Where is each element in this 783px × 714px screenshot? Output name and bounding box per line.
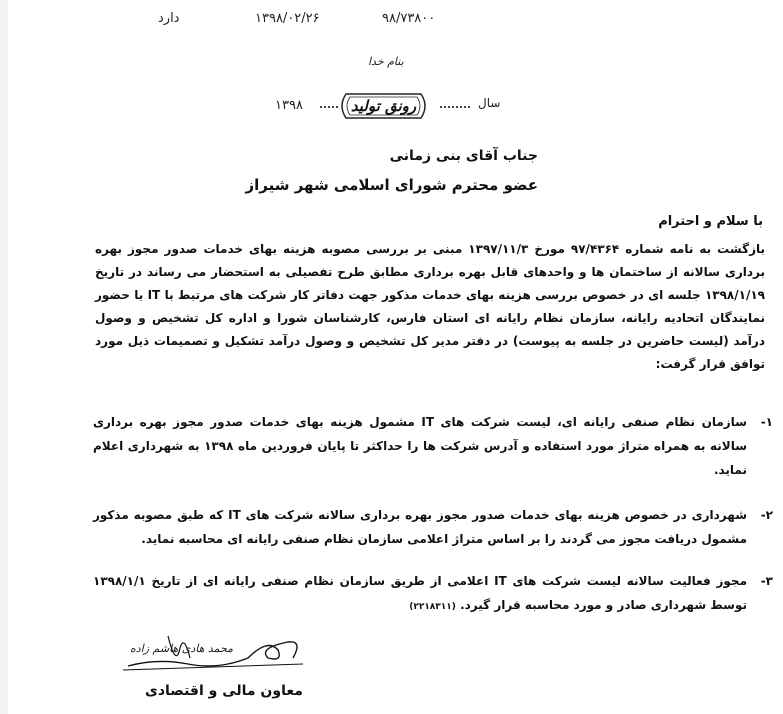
recipient-name: جناب آقای بنی زمانی: [389, 148, 538, 164]
item-number: ۲-: [760, 508, 773, 522]
year-label: سال: [478, 96, 501, 110]
year-text: ۱۳۹۸: [275, 98, 303, 113]
item-text: [93, 569, 747, 619]
item-number: ۳-: [760, 574, 773, 588]
item-number: ۱-: [760, 415, 773, 429]
item-text-body: مجوز فعالیت سالانه لیست شرکت های IT اعلامی از طریق سازمان نظام صنفی رایانه ای از تاریخ ۱۳۹۸/۱/۱ توسط شهرداری صادر و مورد محاسبه قرار گیرد.: [93, 574, 748, 612]
bismillah: بنام خدا: [368, 55, 404, 68]
decision-item: [93, 569, 773, 619]
scan-edge: [0, 0, 8, 714]
seal-text: رونق تولید: [350, 97, 417, 115]
body-paragraph: بازگشت به نامه شماره ۹۷/۴۳۶۴ مورخ ۱۳۹۷/۱۱/۳ مبنی بر بررسی مصوبه هزینه بهای خدمات صدور مجوز بهره برداری سالانه از ساختمان ها و واحدهای قابل بهره برداری مطابق طرح تفصیلی به استحضار می رساند در تاریخ ۱۳۹۸/۱/۱۹ جلسه ای در خصوص بررسی هزینه بهای خدمات مذکور جهت دفاتر کار شرکت های مرتبط با IT با حضور نمایندگان اتحادیه رایانه، سازمان نظام رایانه ای استان فارس، کارشناسان شورا و اداره کل تشخیص و وصول درآمد (لیست حاضرین در جلسه به پیوست) در دفتر مدیر کل تشخیص و وصول درآمد تشکیل و تصمیمات ذیل مورد توافق قرار گرفت:: [95, 242, 765, 371]
signatory-name: محمد هادی هاشم زاده: [130, 642, 233, 655]
item-text: سازمان نظام صنفی رایانه ای، لیست شرکت های IT مشمول هزینه بهای خدمات صدور مجوز بهره برداری سالانه به همراه متراژ مورد استفاده و آدرس شرکت ها را حداکثر تا پایان فروردین ماه ۱۳۹۸ به شهرداری اعلام نماید.: [93, 415, 748, 477]
letter-date: ۱۳۹۸/۰۲/۲۶: [255, 11, 320, 26]
letter-number: ۹۸/۷۳۸۰۰: [382, 11, 436, 26]
attachment-label: دارد: [158, 11, 180, 26]
dotted-line-right: [440, 106, 470, 108]
item-text: شهرداری در خصوص هزینه بهای خدمات صدور مجوز بهره برداری سالانه شرکت های IT که طبق مصوبه مذکور مشمول دریافت مجوز می گردند را بر اساس متراژ اعلامی سازمان نظام صنفی رایانه ای محاسبه نماید.: [93, 508, 747, 546]
decision-item: [93, 410, 773, 482]
reference-code: (۲۲۱۸۳۱۱): [409, 602, 456, 612]
decision-item: [93, 503, 773, 551]
signature: [118, 628, 318, 678]
seal-logo: [336, 90, 431, 122]
year-banner: [275, 88, 501, 124]
signatory-title: معاون مالی و اقتصادی: [145, 683, 303, 699]
greeting: با سلام و احترام: [658, 214, 763, 229]
recipient-title: عضو محترم شورای اسلامی شهر شیراز: [245, 176, 538, 194]
